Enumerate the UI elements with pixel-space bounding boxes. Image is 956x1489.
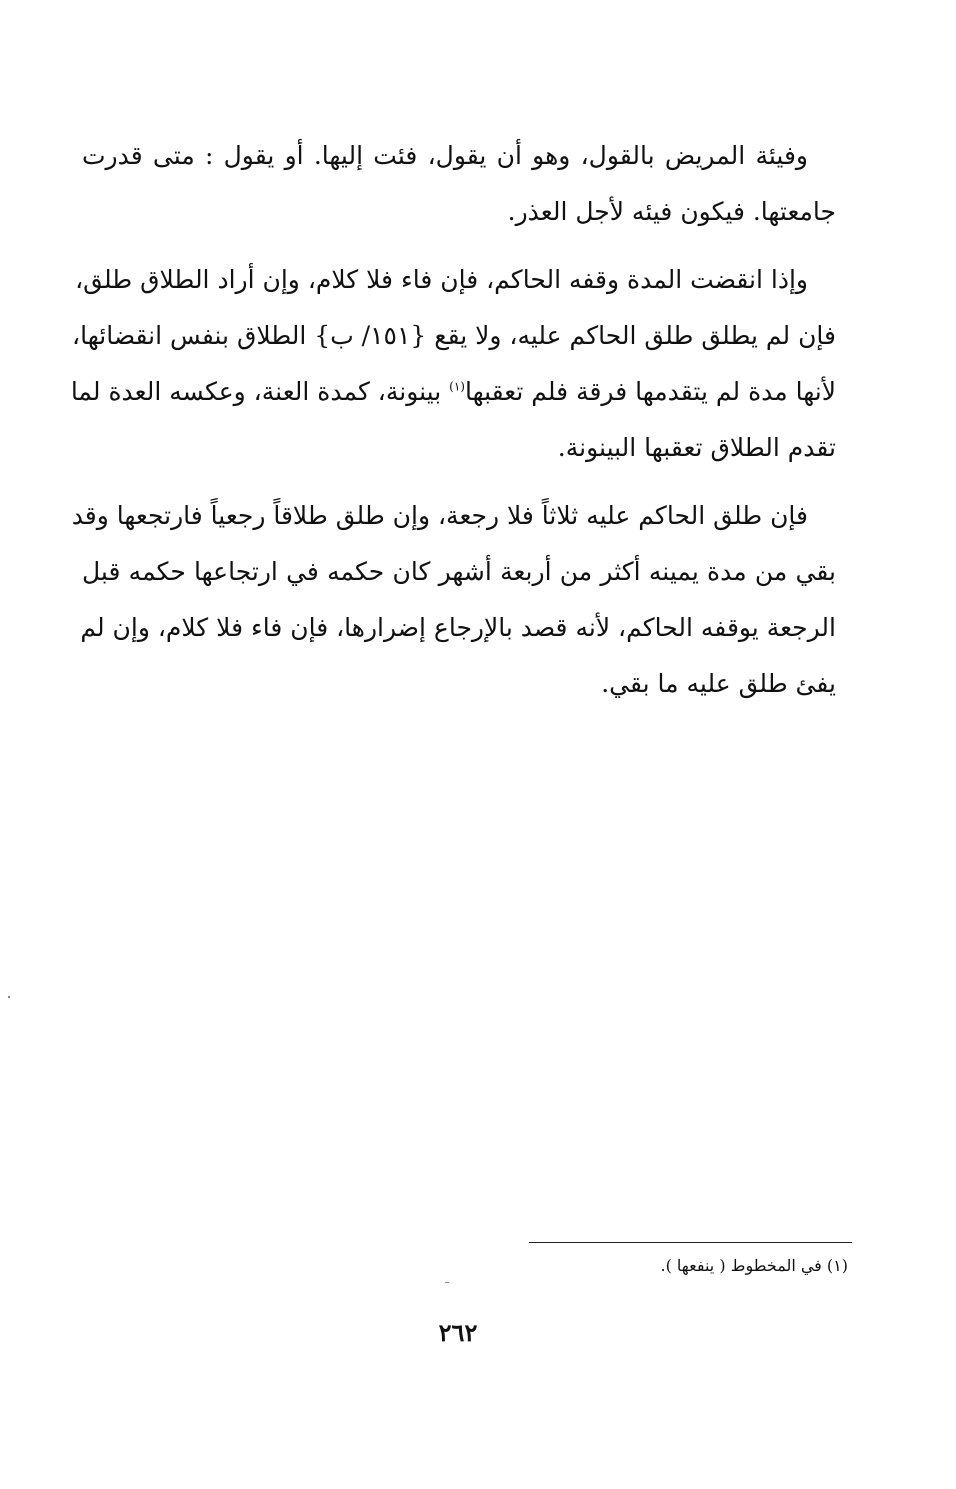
text-line: وإذا انقضت المدة وقفه الحاكم، فإن فاء فلا كلام، وإن أراد الطلاق طلق،	[75, 265, 808, 294]
text-segment: بينونة، كمدة العنة، وعكسه العدة لما	[70, 377, 442, 406]
footnote-divider	[529, 1242, 852, 1243]
text-line: يفئ طلق عليه ما بقي.	[601, 669, 836, 698]
text-line: بقي من مدة يمينه أكثر من أربعة أشهر كان حكمه في ارتجاعها حكمه قبل	[82, 557, 836, 586]
text-segment: لأنها مدة لم يتقدمها فرقة فلم تعقبها	[464, 377, 836, 406]
paragraph-1	[82, 128, 836, 240]
text-line: جامعتها. فيكون فيئه لأجل العذر.	[507, 197, 836, 226]
text-line: وفيئة المريض بالقول، وهو أن يقول، فئت إليها. أو يقول : متى قدرت	[82, 141, 808, 170]
footnote: (١) في المخطوط ( ينفعها ).	[660, 1256, 848, 1275]
scan-speck	[445, 1282, 449, 1283]
footnote-reference[interactable]: (١)	[449, 379, 465, 394]
text-line: الرجعة يوقفه الحاكم، لأنه قصد بالإرجاع إضرارها، فإن فاء فلا كلام، وإن لم	[80, 613, 836, 642]
text-line: فإن لم يطلق طلق الحاكم عليه، ولا يقع {١٥١/ ب} الطلاق بنفس انقضائها،	[72, 321, 836, 350]
paragraph-3	[71, 488, 836, 712]
text-line: تقدم الطلاق تعقبها البينونة.	[557, 433, 836, 462]
text-line: فإن طلق الحاكم عليه ثلاثاً فلا رجعة، وإن طلق طلاقاً رجعياً فارتجعها وقد	[71, 501, 808, 530]
text-line-with-footnote	[70, 364, 836, 420]
main-text	[70, 128, 836, 712]
page-number: ٢٦٢	[438, 1318, 478, 1347]
paragraph-2	[70, 252, 836, 476]
scan-speck	[8, 996, 10, 998]
